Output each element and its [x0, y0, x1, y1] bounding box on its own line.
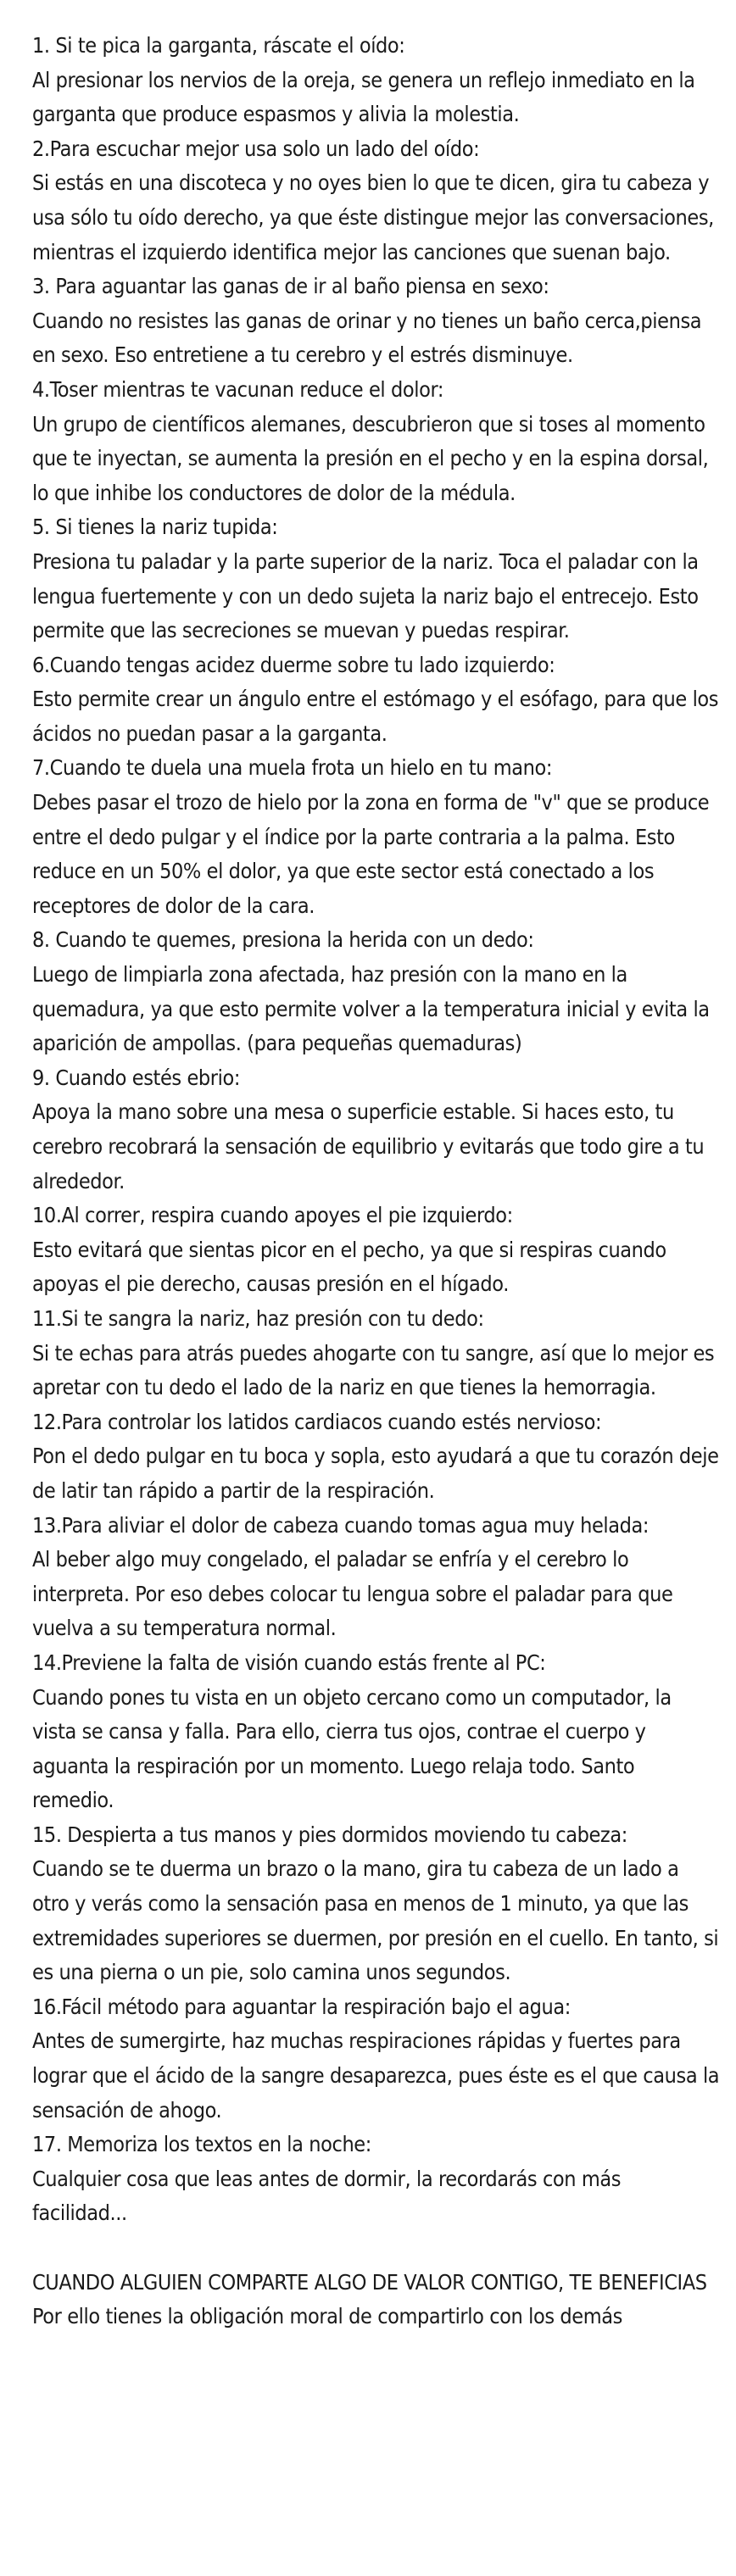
- tip-heading: 7.Cuando te duela una muela frota un hielo en tu mano:: [32, 755, 553, 781]
- tip-item: [32, 132, 721, 270]
- tip-body: Cuando se te duerma un brazo o la mano, gira tu cabeza de un lado a otro y verás como la sensación pasa en menos de 1 minuto, ya que las extremidades superiores se duermen, por presión en el cuello. En tanto, si es una pierna o un pie, solo camina unos segundos.: [32, 1856, 719, 1985]
- tip-item: [32, 1199, 721, 1302]
- tip-heading: 8. Cuando te quemes, presiona la herida con un dedo:: [32, 927, 534, 953]
- tip-heading: 17. Memoriza los textos en la noche:: [32, 2132, 371, 2157]
- closing-message: [32, 2266, 721, 2334]
- tip-body: Cuando no resistes las ganas de orinar y no tienes un baño cerca,piensa en sexo. Eso entretiene a tu cerebro y el estrés disminuye.: [32, 308, 702, 368]
- tip-heading: 2.Para escuchar mejor usa solo un lado del oído:: [32, 136, 480, 161]
- tip-item: [32, 1061, 721, 1199]
- tip-heading: 4.Toser mientras te vacunan reduce el dolor:: [32, 376, 444, 402]
- tip-body: Esto permite crear un ángulo entre el estómago y el esófago, para que los ácidos no puedan pasar a la garganta.: [32, 687, 719, 746]
- tip-item: [32, 1818, 721, 1990]
- tip-item: [32, 1646, 721, 1818]
- tip-heading: 3. Para aguantar las ganas de ir al baño piensa en sexo:: [32, 274, 549, 299]
- tip-body: Esto evitará que sientas picor en el pecho, ya que si respiras cuando apoyas el pie derecho, causas presión en el hígado.: [32, 1237, 666, 1297]
- tip-item: [32, 923, 721, 1060]
- closing-subline: Por ello tienes la obligación moral de compartirlo con los demás: [32, 2304, 622, 2329]
- tip-item: [32, 1302, 721, 1405]
- tip-item: [32, 751, 721, 923]
- tip-body: Pon el dedo pulgar en tu boca y sopla, esto ayudará a que tu corazón deje de latir tan rápido a partir de la respiración.: [32, 1444, 719, 1503]
- tip-body: Si estás en una discoteca y no oyes bien lo que te dicen, gira tu cabeza y usa sólo tu oído derecho, ya que éste distingue mejor las conversaciones, mientras el izquierdo identifica mejor las canciones que suenan bajo.: [32, 170, 714, 264]
- tip-heading: 14.Previene la falta de visión cuando estás frente al PC:: [32, 1650, 546, 1675]
- tips-document: [32, 29, 721, 2334]
- tip-item: [32, 510, 721, 648]
- tip-heading: 11.Si te sangra la nariz, haz presión con tu dedo:: [32, 1305, 484, 1331]
- tip-body: Al beber algo muy congelado, el paladar se enfría y el cerebro lo interpreta. Por eso debes colocar tu lengua sobre el paladar para que vuelva a su temperatura normal.: [32, 1547, 673, 1641]
- tip-item: [32, 2128, 721, 2231]
- tip-body: Al presionar los nervios de la oreja, se genera un reflejo inmediato en la garganta que produce espasmos y alivia la molestia.: [32, 67, 695, 127]
- tip-body: Un grupo de científicos alemanes, descubrieron que si toses al momento que te inyectan, se aumenta la presión en el pecho y en la espina dorsal, lo que inhibe los conductores de dolor de la médula.: [32, 411, 709, 505]
- tip-heading: 10.Al correr, respira cuando apoyes el pie izquierdo:: [32, 1203, 513, 1228]
- tip-body: Cuando pones tu vista en un objeto cercano como un computador, la vista se cansa y falla. Para ello, cierra tus ojos, contrae el cuerpo y aguanta la respiración por un momento. Luego relaja todo. Santo remedio.: [32, 1684, 672, 1813]
- tip-heading: 12.Para controlar los latidos cardiacos cuando estés nervioso:: [32, 1409, 602, 1434]
- tip-body: Antes de sumergirte, haz muchas respiraciones rápidas y fuertes para lograr que el ácido de la sangre desaparezca, pues éste es el que causa la sensación de ahogo.: [32, 2028, 720, 2123]
- tip-heading: 16.Fácil método para aguantar la respiración bajo el agua:: [32, 1994, 571, 2019]
- tip-body: Presiona tu paladar y la parte superior de la nariz. Toca el paladar con la lengua fuertemente y con un dedo sujeta la nariz bajo el entrecejo. Esto permite que las secreciones se muevan y puedas respirar.: [32, 548, 699, 643]
- tip-body: Luego de limpiarla zona afectada, haz presión con la mano en la quemadura, ya que esto permite volver a la temperatura inicial y evita la aparición de ampollas. (para pequeñas quemaduras): [32, 962, 710, 1056]
- tip-heading: 13.Para aliviar el dolor de cabeza cuando tomas agua muy helada:: [32, 1512, 650, 1538]
- tip-heading: 15. Despierta a tus manos y pies dormidos moviendo tu cabeza:: [32, 1822, 627, 1847]
- tip-body: Si te echas para atrás puedes ahogarte con tu sangre, así que lo mejor es apretar con tu dedo el lado de la nariz en que tienes la hemorragia.: [32, 1340, 715, 1400]
- tip-item: [32, 1509, 721, 1646]
- closing-headline: CUANDO ALGUIEN COMPARTE ALGO DE VALOR CONTIGO, TE BENEFICIAS: [32, 2269, 707, 2295]
- tip-body: Cualquier cosa que leas antes de dormir, la recordarás con más facilidad...: [32, 2166, 622, 2226]
- tip-item: [32, 1405, 721, 1509]
- tip-item: [32, 1990, 721, 2128]
- tip-heading: 6.Cuando tengas acidez duerme sobre tu lado izquierdo:: [32, 652, 555, 677]
- tip-heading: 5. Si tienes la nariz tupida:: [32, 515, 278, 540]
- tip-body: Apoya la mano sobre una mesa o superficie estable. Si haces esto, tu cerebro recobrará la sensación de equilibrio y evitarás que todo gire a tu alrededor.: [32, 1099, 705, 1193]
- tip-heading: 1. Si te pica la garganta, ráscate el oído:: [32, 33, 405, 58]
- tip-item: [32, 373, 721, 510]
- tip-item: [32, 648, 721, 752]
- tip-body: Debes pasar el trozo de hielo por la zona en forma de "v" que se produce entre el dedo pulgar y el índice por la parte contraria a la palma. Esto reduce en un 50% el dolor, ya que este sector está conectado a los receptores de dolor de la cara.: [32, 790, 710, 918]
- tip-item: [32, 29, 721, 132]
- tip-heading: 9. Cuando estés ebrio:: [32, 1065, 241, 1090]
- tip-item: [32, 270, 721, 373]
